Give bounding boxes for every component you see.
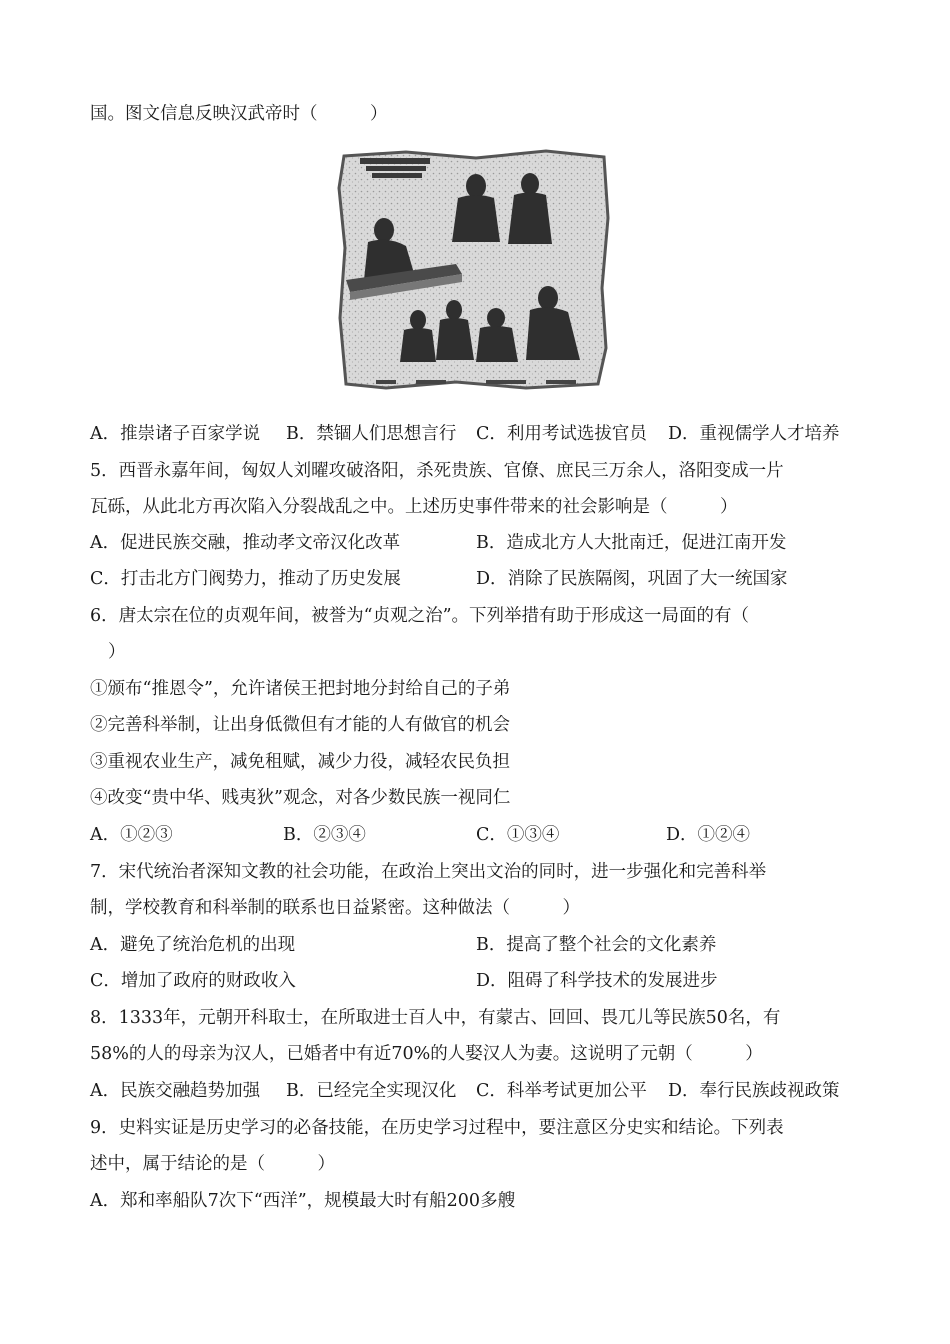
q4-stem-tail: 国。图文信息反映汉武帝时（ ）: [90, 104, 388, 124]
q5-stem-line-2: 瓦砾，从此北方再次陷入分裂战乱之中。上述历史事件带来的社会影响是（ ）: [90, 497, 738, 517]
q7-option-a[interactable]: A．避免了统治危机的出现: [90, 935, 296, 955]
q4-option-a[interactable]: A．推崇诸子百家学说: [90, 424, 261, 444]
q7-option-d[interactable]: D．阻碍了科学技术的发展进步: [476, 971, 718, 991]
q9-option-a[interactable]: A．郑和率船队7次下“西洋”，规模最大时有船200多艘: [90, 1191, 516, 1211]
q6-item-1: ①颁布“推恩令”，允许诸侯王把封地分封给自己的子弟: [90, 679, 511, 699]
q9-stem-line-2: 述中，属于结论的是（ ）: [90, 1154, 335, 1174]
han-relief-illustration: [336, 148, 612, 390]
q6-stem-line-2: ）: [108, 642, 126, 662]
q7-stem-line-1: 7．宋代统治者深知文教的社会功能，在政治上突出文治的同时，进一步强化和完善科举: [90, 862, 767, 882]
q6-item-4: ④改变“贵中华、贱夷狄”观念，对各少数民族一视同仁: [90, 788, 511, 808]
q6-option-c[interactable]: C．①③④: [476, 825, 560, 845]
q6-option-d[interactable]: D．①②④: [666, 825, 751, 845]
q5-stem-line-1: 5．西晋永嘉年间，匈奴人刘曜攻破洛阳，杀死贵族、官僚、庶民三万余人，洛阳变成一片: [90, 461, 784, 481]
q8-stem-line-2: 58%的人的母亲为汉人，已婚者中有近70%的人娶汉人为妻。这说明了元朝（ ）: [90, 1044, 763, 1064]
q8-option-b[interactable]: B．已经完全实现汉化: [286, 1081, 457, 1101]
q6-stem-line-1: 6．唐太宗在位的贞观年间，被誉为“贞观之治”。下列举措有助于形成这一局面的有（: [90, 606, 750, 626]
q4-option-c[interactable]: C．利用考试选拔官员: [476, 424, 647, 444]
q4-option-b[interactable]: B．禁锢人们思想言行: [286, 424, 457, 444]
q7-option-c[interactable]: C．增加了政府的财政收入: [90, 971, 296, 991]
q6-item-2: ②完善科举制，让出身低微但有才能的人有做官的机会: [90, 715, 510, 735]
q5-option-c[interactable]: C．打击北方门阀势力，推动了历史发展: [90, 569, 401, 589]
q9-stem-line-1: 9．史料实证是历史学习的必备技能，在历史学习过程中，要注意区分史实和结论。下列表: [90, 1118, 784, 1138]
q8-option-d[interactable]: D．奉行民族歧视政策: [668, 1081, 840, 1101]
q8-stem-line-1: 8．1333年，元朝开科取士，在所取进士百人中，有蒙古、回回、畏兀儿等民族50名，有: [90, 1008, 781, 1028]
q6-option-a[interactable]: A．①②③: [90, 825, 173, 845]
q4-option-d[interactable]: D．重视儒学人才培养: [668, 424, 840, 444]
q6-item-3: ③重视农业生产，减免租赋，减少力役，减轻农民负担: [90, 752, 510, 772]
q5-option-d[interactable]: D．消除了民族隔阂，巩固了大一统国家: [476, 569, 788, 589]
q5-option-b[interactable]: B．造成北方人大批南迁，促进江南开发: [476, 533, 787, 553]
q5-option-a[interactable]: A．促进民族交融，推动孝文帝汉化改革: [90, 533, 401, 553]
q7-stem-line-2: 制，学校教育和科举制的联系也日益紧密。这种做法（ ）: [90, 898, 580, 918]
q8-option-c[interactable]: C．科举考试更加公平: [476, 1081, 647, 1101]
q7-option-b[interactable]: B．提高了整个社会的文化素养: [476, 935, 717, 955]
q6-option-b[interactable]: B．②③④: [283, 825, 366, 845]
q8-option-a[interactable]: A．民族交融趋势加强: [90, 1081, 261, 1101]
